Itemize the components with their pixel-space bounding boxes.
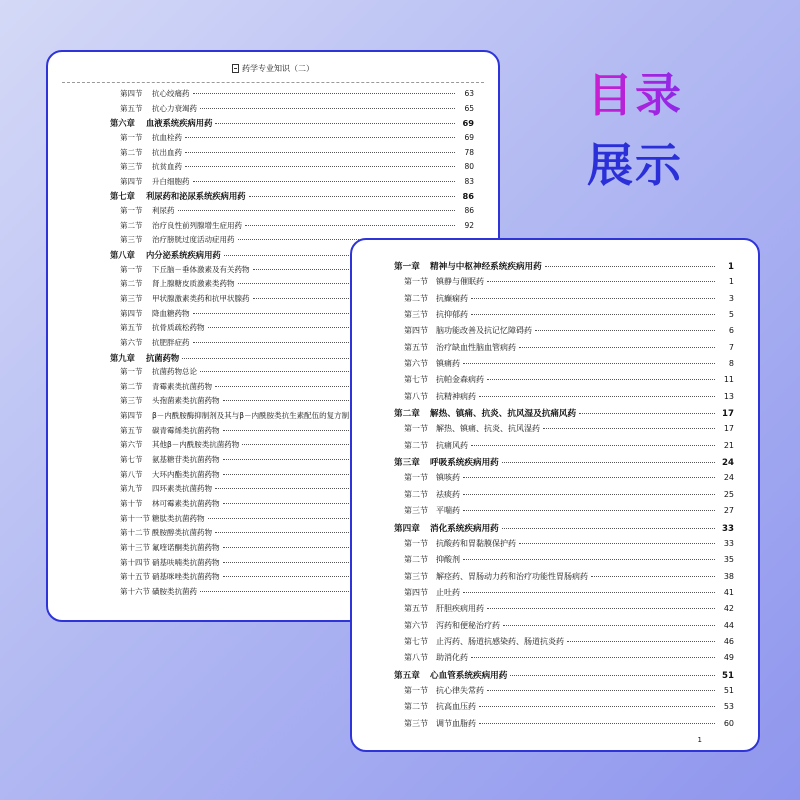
toc-entry-page: 33	[722, 523, 734, 534]
toc-section-row	[352, 358, 758, 374]
toc-entry-title: 四环素类抗菌药物	[152, 484, 212, 494]
toc-entry-page: 21	[723, 440, 734, 450]
toc-entry-page: 78	[464, 147, 474, 157]
toc-entry-title: 镇咳药	[436, 473, 460, 483]
toc-entry-title: 青霉素类抗菌药物	[152, 381, 212, 391]
toc-leader-dots	[463, 477, 715, 478]
toc-entry-number: 第十四节	[120, 557, 150, 567]
toc-entry-title: 抗贫血药	[152, 162, 182, 172]
toc-entry-number: 第三节	[120, 162, 143, 172]
toc-leader-dots	[487, 281, 715, 282]
toc-entry-title: 抗酸药和胃黏膜保护药	[436, 538, 516, 548]
book-icon	[232, 64, 239, 73]
toc-entry-title: 治疗良性前列腺增生症用药	[152, 220, 242, 230]
toc-entry-title: 镇静与催眠药	[436, 277, 484, 287]
toc-entry-title: 内分泌系统疾病用药	[146, 250, 221, 261]
toc-entry-number: 第七节	[404, 375, 428, 385]
toc-leader-dots	[487, 608, 715, 609]
toc-entry-page: 46	[723, 636, 734, 646]
toc-section-row	[48, 88, 498, 103]
toc-entry-title: 甲状腺激素类药和抗甲状腺药	[152, 293, 250, 303]
toc-entry-page: 63	[464, 89, 474, 98]
toc-entry-number: 第六章	[110, 118, 135, 129]
toc-entry-page: 69	[462, 118, 474, 129]
toc-chapter-row	[352, 522, 758, 538]
toc-list-front	[352, 260, 758, 734]
toc-section-row	[352, 620, 758, 636]
toc-leader-dots	[510, 675, 715, 676]
page-header	[62, 60, 484, 83]
toc-entry-title: 解痉药、胃肠动力药和治疗功能性胃肠病药	[436, 571, 588, 581]
toc-entry-page: 60	[723, 718, 734, 728]
toc-leader-dots	[178, 210, 456, 211]
toc-entry-page: 17	[723, 424, 734, 434]
toc-entry-title: 磺胺类抗菌药	[152, 586, 197, 596]
toc-entry-page: 83	[464, 176, 474, 186]
toc-entry-page: 53	[723, 702, 734, 712]
toc-entry-title: 硝基咪唑类抗菌药物	[152, 572, 220, 582]
toc-entry-title: 碳青霉烯类抗菌药物	[152, 425, 220, 435]
toc-entry-title: 大环内酯类抗菌药物	[152, 469, 220, 479]
toc-section-row	[352, 293, 758, 309]
toc-entry-number: 第八节	[120, 469, 143, 479]
toc-entry-title: 心血管系统疾病用药	[430, 670, 508, 681]
toc-entry-number: 第二节	[404, 555, 428, 565]
toc-leader-dots	[471, 298, 715, 299]
toc-entry-number: 第二节	[404, 440, 428, 450]
toc-entry-page: 11	[723, 375, 734, 385]
toc-entry-number: 第五节	[120, 103, 143, 113]
toc-section-row	[48, 103, 498, 118]
toc-entry-number: 第一节	[404, 277, 428, 287]
toc-entry-title: 镇痛药	[436, 359, 460, 369]
toc-entry-number: 第二节	[120, 147, 143, 157]
toc-entry-number: 第三节	[404, 310, 428, 320]
toc-entry-title: 肝胆疾病用药	[436, 604, 484, 614]
page-header-title: 药学专业知识（二）	[242, 64, 314, 73]
toc-entry-number: 第二节	[404, 293, 428, 303]
toc-entry-title: 氨基糖苷类抗菌药物	[152, 455, 220, 465]
toc-entry-title: 治疗膀胱过度活动症用药	[152, 235, 235, 245]
toc-entry-title: 抗肥胖症药	[152, 337, 190, 347]
toc-leader-dots	[245, 225, 455, 226]
toc-entry-number: 第一节	[404, 685, 428, 695]
toc-leader-dots	[463, 559, 715, 560]
toc-leader-dots	[487, 690, 715, 691]
toc-leader-dots	[471, 657, 715, 658]
toc-section-row	[352, 489, 758, 505]
toc-entry-title: 其他β－内酰胺类抗菌药物	[152, 440, 240, 450]
toc-entry-title: 消化系统疾病用药	[430, 523, 499, 534]
toc-entry-number: 第一节	[404, 538, 428, 548]
toc-section-row	[352, 374, 758, 390]
toc-entry-title: 调节血脂药	[436, 718, 476, 728]
toc-entry-number: 第十二节	[120, 528, 150, 538]
toc-entry-title: 血液系统疾病用药	[146, 118, 213, 129]
toc-entry-number: 第十三节	[120, 542, 150, 552]
toc-leader-dots	[487, 379, 715, 380]
toc-entry-number: 第四节	[120, 411, 143, 421]
toc-leader-dots	[215, 123, 455, 124]
toc-leader-dots	[567, 641, 715, 642]
toc-section-row	[48, 176, 498, 191]
toc-entry-title: 抗心绞痛药	[152, 89, 190, 98]
toc-entry-title: 呼吸系统疾病用药	[430, 458, 499, 469]
toc-leader-dots	[479, 706, 715, 707]
toc-leader-dots	[471, 314, 715, 315]
toc-entry-number: 第二节	[120, 279, 143, 289]
toc-entry-number: 第八节	[404, 391, 428, 401]
toc-entry-page: 25	[723, 489, 734, 499]
toc-entry-page: 65	[464, 103, 474, 113]
toc-entry-page: 35	[723, 555, 734, 565]
toc-page-front	[350, 238, 760, 752]
toc-leader-dots	[579, 413, 715, 414]
toc-entry-page: 92	[464, 220, 474, 230]
toc-entry-title: 抗心力衰竭药	[152, 103, 197, 113]
toc-leader-dots	[193, 181, 456, 182]
toc-entry-number: 第二节	[120, 220, 143, 230]
toc-entry-number: 第三章	[394, 458, 420, 469]
toc-entry-title: 抗骨质疏松药物	[152, 323, 205, 333]
toc-leader-dots	[503, 625, 715, 626]
toc-entry-title: 利尿药	[152, 206, 175, 216]
toc-section-row	[352, 342, 758, 358]
toc-leader-dots	[200, 108, 455, 109]
toc-entry-title: 抗血栓药	[152, 132, 182, 142]
toc-entry-page: 42	[723, 604, 734, 614]
toc-entry-title: 泻药和便秘治疗药	[436, 620, 500, 630]
toc-entry-title: 升白细胞药	[152, 176, 190, 186]
toc-entry-number: 第二节	[120, 381, 143, 391]
toc-entry-page: 7	[728, 342, 734, 352]
toc-entry-title: 抗出血药	[152, 147, 182, 157]
toc-section-row	[352, 309, 758, 325]
toc-entry-page: 86	[462, 191, 474, 202]
toc-section-row	[352, 505, 758, 521]
toc-entry-title: 止吐药	[436, 587, 460, 597]
toc-entry-number: 第五节	[404, 604, 428, 614]
toc-entry-title: 抗痛风药	[436, 440, 468, 450]
toc-entry-page: 1	[728, 277, 734, 287]
toc-section-row	[352, 472, 758, 488]
toc-entry-title: 氟喹诺酮类抗菌药物	[152, 542, 220, 552]
toc-entry-number: 第七节	[120, 455, 143, 465]
toc-entry-number: 第八节	[404, 653, 428, 663]
toc-entry-title: 解热、镇痛、抗炎、抗风湿及抗痛风药	[430, 409, 577, 420]
toc-section-row	[352, 554, 758, 570]
toc-section-row	[48, 205, 498, 220]
toc-entry-number: 第六节	[404, 620, 428, 630]
toc-entry-page: 13	[723, 391, 734, 401]
toc-entry-number: 第二节	[404, 702, 428, 712]
toc-entry-page: 17	[722, 409, 734, 420]
toc-entry-number: 第六节	[120, 440, 143, 450]
toc-leader-dots	[463, 363, 715, 364]
toc-leader-dots	[193, 93, 456, 94]
toc-entry-number: 第十五节	[120, 572, 150, 582]
toc-entry-title: 抗菌药物总论	[152, 367, 197, 377]
toc-entry-number: 第一节	[120, 367, 143, 377]
toc-entry-title: 糖肽类抗菌药物	[152, 513, 205, 523]
toc-entry-title: 酰胺醇类抗菌药物	[152, 528, 212, 538]
toc-leader-dots	[535, 330, 715, 331]
toc-entry-number: 第四章	[394, 523, 420, 534]
headline-line-2: 展示	[587, 138, 683, 192]
toc-entry-number: 第一节	[120, 264, 143, 274]
toc-entry-title: 抗癫痫药	[436, 293, 468, 303]
toc-entry-number: 第五节	[404, 342, 428, 352]
toc-leader-dots	[545, 266, 715, 267]
toc-section-row	[352, 603, 758, 619]
toc-chapter-row	[352, 669, 758, 685]
toc-chapter-row	[352, 407, 758, 423]
toc-entry-title: 利尿药和泌尿系统疾病用药	[146, 191, 246, 202]
toc-entry-number: 第六节	[404, 359, 428, 369]
toc-leader-dots	[479, 723, 715, 724]
toc-entry-page: 24	[722, 458, 734, 469]
toc-entry-page: 5	[728, 310, 734, 320]
toc-chapter-row	[352, 260, 758, 276]
toc-leader-dots	[463, 592, 715, 593]
toc-entry-title: 抗高血压药	[436, 702, 476, 712]
toc-entry-title: 平喘药	[436, 506, 460, 516]
toc-entry-page: 33	[723, 538, 734, 548]
toc-leader-dots	[185, 166, 455, 167]
toc-entry-page: 44	[723, 620, 734, 630]
toc-entry-number: 第一节	[120, 132, 143, 142]
toc-leader-dots	[471, 445, 715, 446]
toc-entry-number: 第九章	[110, 352, 135, 363]
toc-entry-title: 硝基呋喃类抗菌药物	[152, 557, 220, 567]
toc-section-row	[352, 587, 758, 603]
toc-entry-number: 第八章	[110, 250, 135, 261]
toc-entry-number: 第十六节	[120, 586, 150, 596]
toc-chapter-row	[48, 190, 498, 205]
toc-entry-number: 第一节	[404, 473, 428, 483]
toc-entry-page: 80	[464, 162, 474, 172]
toc-entry-title: 抗精神病药	[436, 391, 476, 401]
toc-entry-number: 第一节	[120, 206, 143, 216]
toc-entry-number: 第三节	[404, 718, 428, 728]
toc-entry-page: 3	[728, 293, 734, 303]
toc-section-row	[352, 325, 758, 341]
toc-entry-number: 第五节	[120, 323, 143, 333]
toc-entry-page: 8	[728, 359, 734, 369]
toc-section-row	[352, 440, 758, 456]
toc-entry-page: 41	[723, 587, 734, 597]
toc-entry-number: 第七章	[110, 191, 135, 202]
toc-entry-title: 抗菌药物	[146, 352, 180, 363]
toc-chapter-row	[48, 117, 498, 132]
toc-entry-title: 精神与中枢神经系统疾病用药	[430, 262, 542, 272]
toc-entry-number: 第一节	[404, 424, 428, 434]
toc-entry-number: 第四节	[120, 89, 143, 98]
toc-section-row	[48, 220, 498, 235]
headline-line-1: 目录	[560, 72, 710, 118]
toc-section-row	[352, 636, 758, 652]
toc-entry-title: β－内酰胺酶抑制剂及其与β－内酰胺类抗生素配伍的复方制	[152, 411, 350, 421]
toc-entry-number: 第二节	[404, 489, 428, 499]
toc-entry-page: 38	[723, 571, 734, 581]
toc-entry-title: 头孢菌素类抗菌药物	[152, 396, 220, 406]
toc-section-row	[352, 538, 758, 554]
toc-entry-page: 86	[464, 206, 474, 216]
toc-leader-dots	[591, 576, 715, 577]
toc-section-row	[352, 685, 758, 701]
toc-entry-title: 抗帕金森病药	[436, 375, 484, 385]
toc-entry-page: 27	[723, 506, 734, 516]
toc-entry-title: 止泻药、肠道抗感染药、肠道抗炎药	[436, 636, 564, 646]
toc-section-row	[48, 147, 498, 162]
toc-entry-page: 1	[728, 262, 734, 272]
toc-leader-dots	[463, 494, 715, 495]
toc-entry-number: 第六节	[120, 337, 143, 347]
page-number: 1	[697, 736, 702, 744]
toc-entry-title: 助消化药	[436, 653, 468, 663]
page-header-title-box	[228, 63, 318, 74]
toc-entry-title: 抗抑郁药	[436, 310, 468, 320]
toc-entry-title: 抗心律失常药	[436, 685, 484, 695]
toc-entry-number: 第五节	[120, 425, 143, 435]
toc-entry-page: 69	[464, 132, 474, 142]
toc-section-row	[48, 161, 498, 176]
toc-entry-number: 第二章	[394, 409, 420, 420]
toc-leader-dots	[249, 196, 455, 197]
toc-entry-title: 祛痰药	[436, 489, 460, 499]
toc-entry-number: 第十节	[120, 498, 143, 508]
toc-section-row	[352, 701, 758, 717]
toc-chapter-row	[352, 456, 758, 472]
toc-leader-dots	[479, 396, 715, 397]
toc-entry-number: 第三节	[404, 571, 428, 581]
toc-section-row	[352, 652, 758, 668]
toc-entry-title: 林可霉素类抗菌药物	[152, 498, 220, 508]
toc-entry-page: 51	[722, 670, 734, 681]
toc-leader-dots	[502, 462, 715, 463]
toc-leader-dots	[185, 152, 455, 153]
toc-entry-number: 第四节	[120, 176, 143, 186]
toc-entry-title: 下丘脑－垂体激素及有关药物	[152, 264, 250, 274]
toc-section-row	[352, 391, 758, 407]
toc-entry-title: 抑酸剂	[436, 555, 460, 565]
toc-entry-number: 第四节	[120, 308, 143, 318]
toc-entry-number: 第九节	[120, 484, 143, 494]
toc-entry-title: 治疗缺血性脑血管病药	[436, 342, 516, 352]
toc-leader-dots	[519, 543, 715, 544]
toc-entry-page: 24	[723, 473, 734, 483]
toc-entry-title: 解热、镇痛、抗炎、抗风湿药	[436, 424, 540, 434]
toc-entry-number: 第五章	[394, 670, 420, 681]
toc-entry-title: 脑功能改善及抗记忆障碍药	[436, 326, 532, 336]
toc-entry-page: 51	[723, 685, 734, 695]
toc-entry-number: 第三节	[120, 235, 143, 245]
toc-entry-number: 第四节	[404, 587, 428, 597]
toc-entry-number: 第三节	[404, 506, 428, 516]
toc-leader-dots	[463, 510, 715, 511]
toc-section-row	[352, 276, 758, 292]
toc-section-row	[352, 718, 758, 734]
toc-entry-number: 第三节	[120, 293, 143, 303]
toc-section-row	[48, 132, 498, 147]
toc-entry-number: 第一章	[394, 262, 420, 272]
toc-entry-number: 第四节	[404, 326, 428, 336]
toc-section-row	[352, 423, 758, 439]
toc-leader-dots	[519, 347, 715, 348]
toc-leader-dots	[543, 428, 715, 429]
toc-entry-page: 6	[728, 326, 734, 336]
toc-entry-title: 降血糖药物	[152, 308, 190, 318]
toc-leader-dots	[502, 528, 715, 529]
toc-entry-title: 肾上腺糖皮质激素类药物	[152, 279, 235, 289]
toc-entry-number: 第三节	[120, 396, 143, 406]
toc-section-row	[352, 571, 758, 587]
toc-leader-dots	[185, 137, 455, 138]
toc-entry-number: 第七节	[404, 636, 428, 646]
toc-entry-page: 49	[723, 653, 734, 663]
toc-entry-number: 第十一节	[120, 513, 150, 523]
